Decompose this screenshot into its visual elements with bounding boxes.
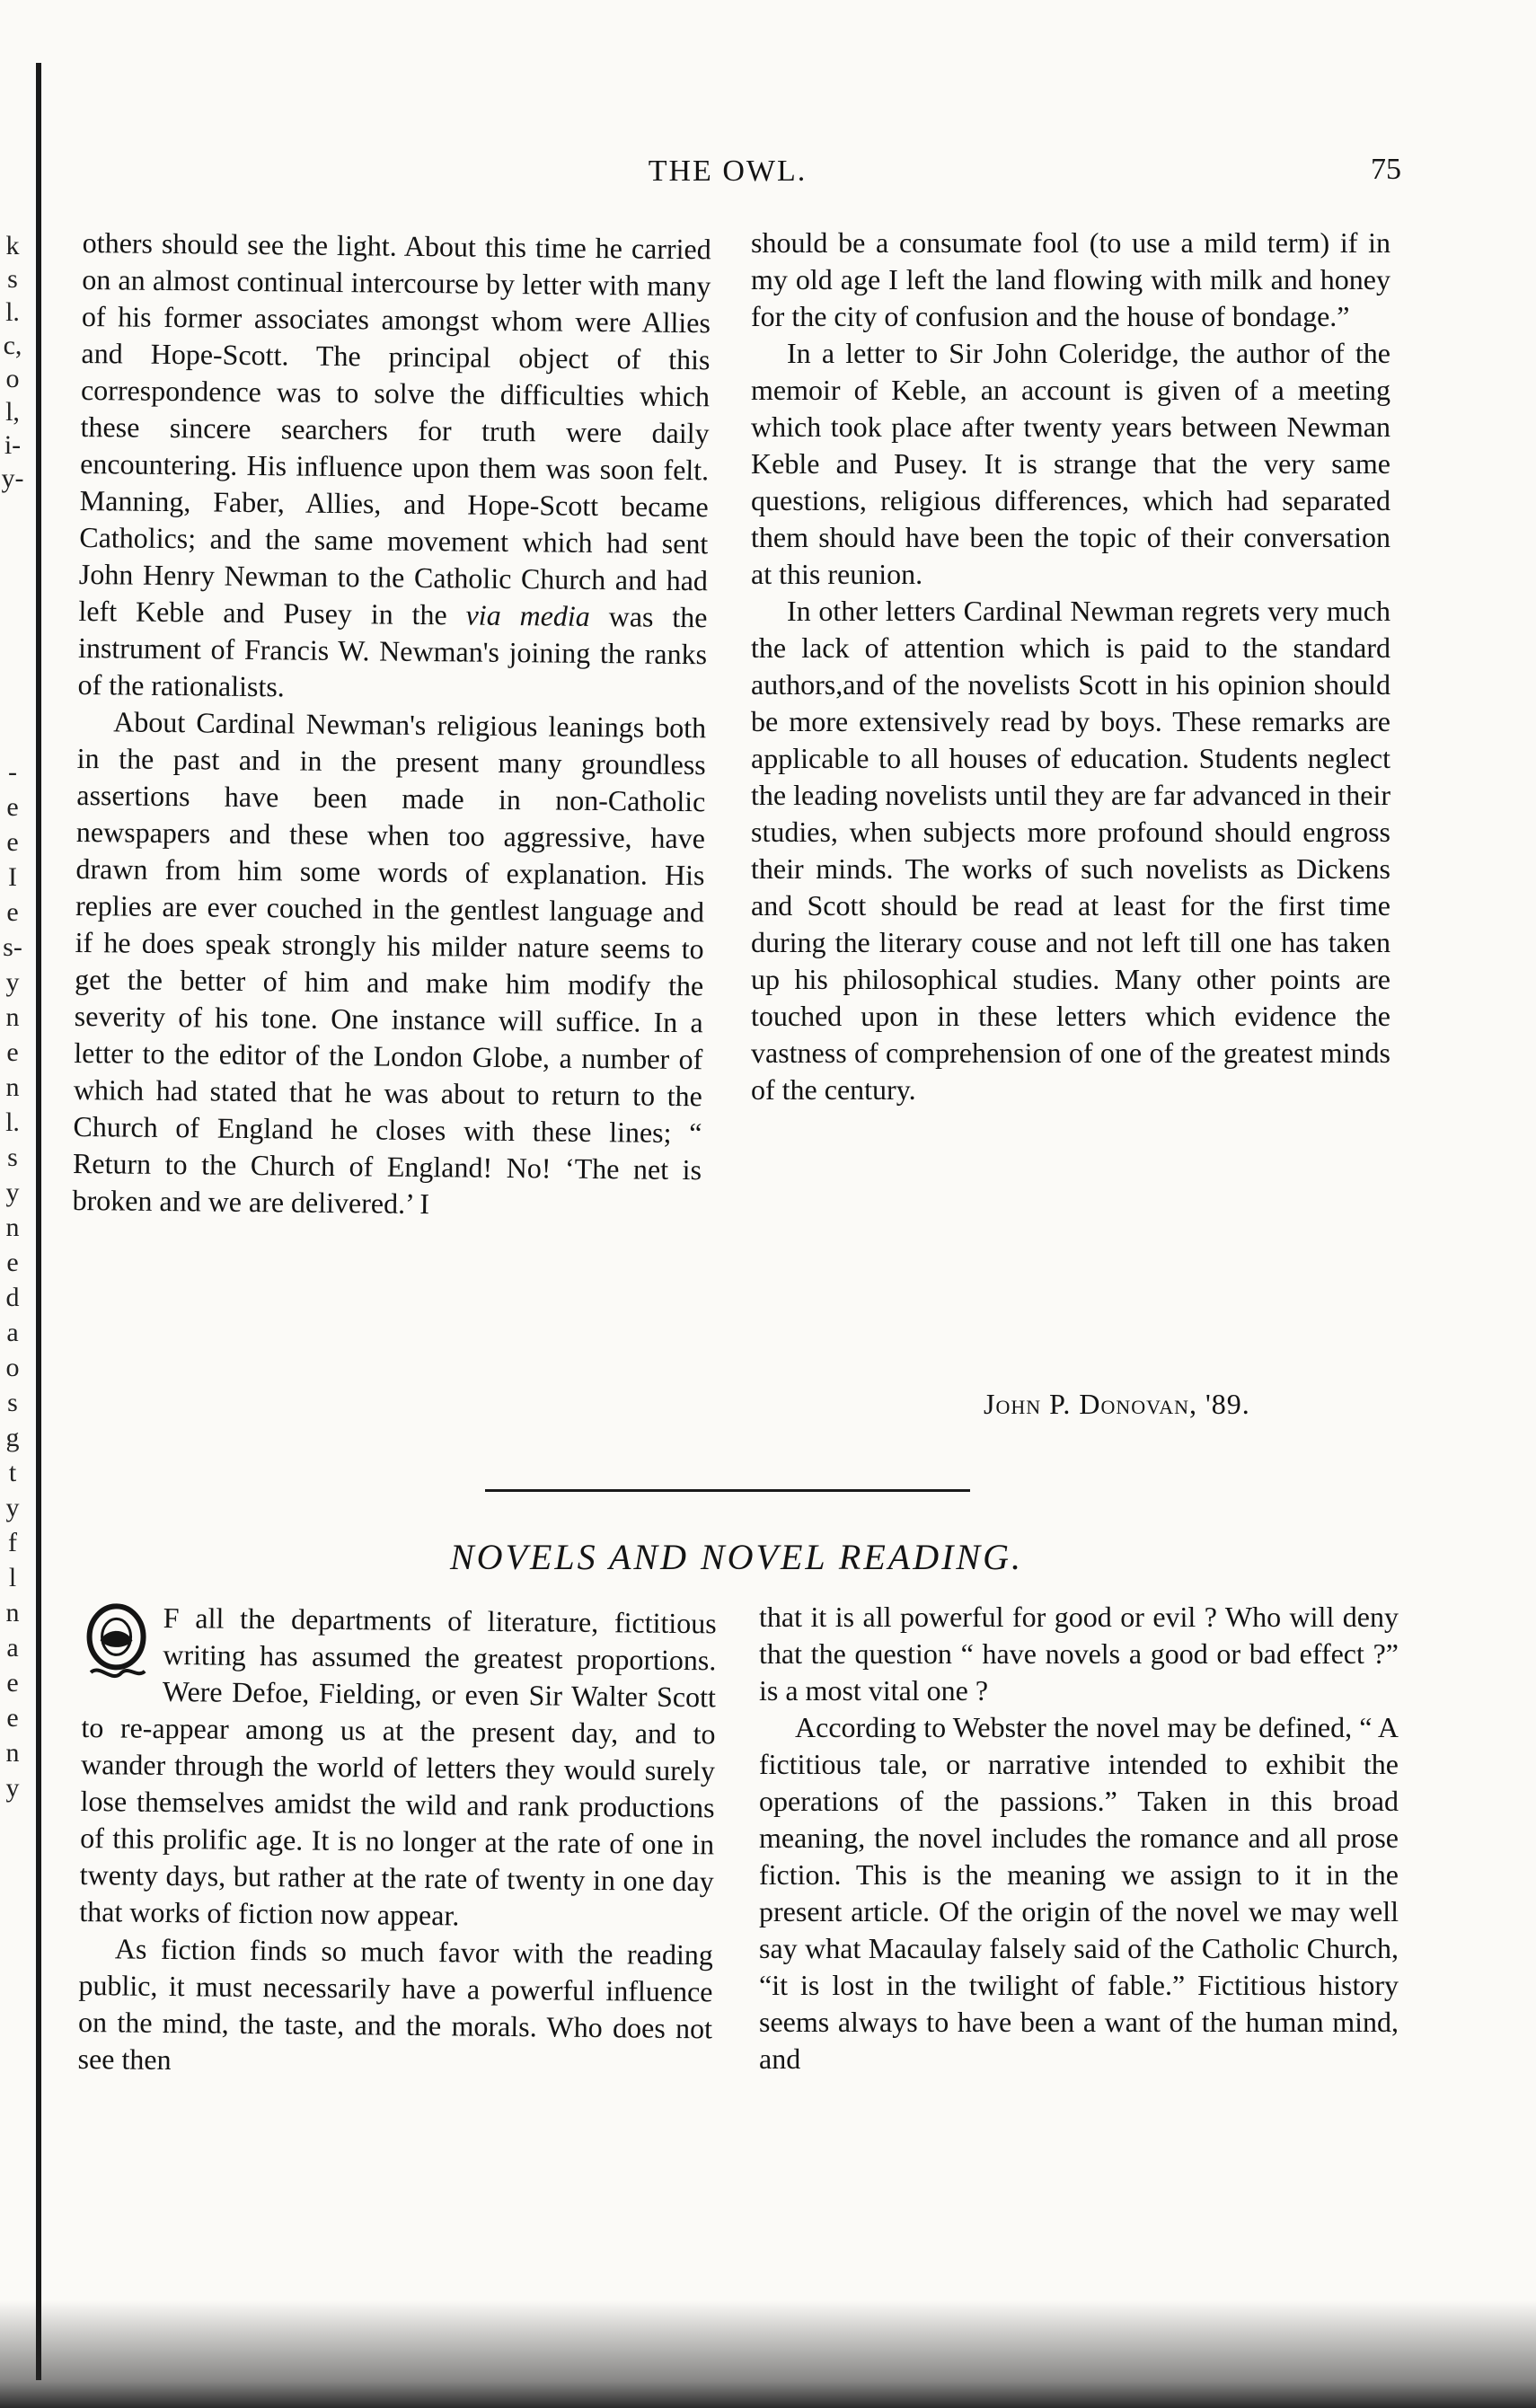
margin-fragment: e (6, 897, 19, 927)
margin-fragment: n (5, 1213, 20, 1242)
margin-fragment: n (5, 1598, 20, 1627)
paragraph (77, 225, 711, 710)
margin-fragment: e (6, 827, 19, 857)
margin-fragment: s- (3, 932, 22, 962)
author-signature: John P. Donovan, '89. (984, 1388, 1250, 1420)
margin-fragment: s (7, 264, 18, 294)
italic-phrase: via media (465, 598, 590, 632)
paragraph (79, 1599, 717, 1936)
margin-fragment: e (6, 1037, 19, 1067)
margin-fragment: i- (4, 430, 22, 460)
margin-fragment: o (5, 364, 20, 393)
margin-fragment: y (5, 1773, 20, 1803)
article1-column-left (72, 225, 711, 1225)
margin-fragment: s (7, 1388, 18, 1417)
article-title: NOVELS AND NOVEL READING. (450, 1537, 1023, 1577)
margin-fragment: c, (3, 331, 22, 360)
margin-fragment: e (6, 1668, 19, 1698)
margin-fragment: t (8, 1458, 17, 1487)
margin-fragment: e (6, 1248, 19, 1277)
margin-fragment: l (8, 1563, 17, 1592)
margin-fragment: e (6, 1703, 19, 1733)
paragraph: In other letters Cardinal Newman regrets very much the lack of attention which is paid to the standard authors,and of the novelists Scott in his opinion should be more extensively read by boys. These remarks are applicable to all houses of education. Students neglect the leading novelists until they are far advanced in their studies, when subjects more profound should engross their minds. The works of such novelists as Dickens and Scott should be read at least for the first time during the literary couse and not left till one has taken up his philosophical studies. Many other points are touched upon in these letters which evidence the vastness of comprehension of one of the greatest minds of the century. (751, 595, 1390, 1106)
section-divider (485, 1489, 970, 1492)
margin-fragments-upper (0, 229, 25, 495)
margin-fragment: e (6, 792, 19, 822)
margin-fragment: a (6, 1633, 19, 1663)
margin-fragment: y (5, 1178, 20, 1207)
article2-column-right (759, 1599, 1399, 2077)
margin-fragment: I (8, 862, 17, 892)
margin-fragment: y (5, 967, 20, 997)
paragraph: should be a consumate fool (to use a mild term) if in my old age I left the land flowing with milk and honey for the city of confusion and the house of bondage.” (751, 226, 1390, 332)
paragraph: In a letter to Sir John Coleridge, the author of the memoir of Keble, an account is given of a meeting which took place after twenty years between Newman Keble and Pusey. It is strange that the very same questions, religious differences, which had separated them should have been the topic of their conversation at this reunion. (751, 337, 1390, 590)
paragraph: About Cardinal Newman's religious leanings both in the past and in the present many groundless assertions have been made in non-Catholic newspapers and these when too aggressive, have drawn from him some words of explanation. His replies are ever couched in the gentlest language and if he does speak strongly his milder nature seems to get the better of him and make him modify the severity of his tone. One instance will suffice. In a letter to the editor of the London Globe, a number of which had stated that he was about to return to the Church of England he closes with these lines; “ Return to the Church of England! No! ‘The net is broken and we are delivered.’ I (72, 705, 707, 1221)
margin-fragment: n (5, 1738, 20, 1768)
margin-fragment: y- (1, 463, 24, 493)
margin-fragment: o (5, 1353, 20, 1382)
margin-fragment: f (8, 1528, 17, 1557)
paragraph: According to Webster the novel may be defined, “ A fictitious tale, or narrative intended to exhibit the operations of the passions.” Taken in this broad meaning, the novel includes the romance and all prose fiction. This is the meaning we assign to it in the present article. Of the origin of the novel we may well say what Macaulay falsely said of the Catholic Church, “it is lost in the twilight of fable.” Fictitious history seems always to have been a want of the human mind, and (759, 1711, 1399, 2075)
paragraph-text: F all the departments of literature, fictitious writing has assumed the greatest proportions. Were Defoe, Fielding, or even Sir Walter Scott to re-appear among us at the present day, and to wander through the world of letters they would surely lose themselves amidst the wild and rank productions of this prolific age. It is no longer at the rate of one in twenty days, but rather at the rate of twenty in one day that works of fiction now appear. (79, 1601, 717, 1932)
margin-fragment: s (7, 1142, 18, 1172)
article1-column-right (751, 225, 1390, 1108)
paragraph-text: was the instrument of Francis W. Newman's joining the ranks of the rationalists. (77, 600, 708, 703)
margin-fragment: - (8, 757, 17, 787)
margin-fragment: n (5, 1002, 20, 1032)
article2-column-left (77, 1599, 717, 2084)
margin-fragment: l, (5, 397, 20, 427)
margin-fragment: k (5, 231, 20, 260)
running-title: THE OWL. (648, 154, 808, 188)
paragraph-text: others should see the light. About this time he carried on an almost continual intercourse by letter with many of his former associates amongst whom were Allies and Hope-Scott. The principal object of this correspondence was to solve the difficulties which these sincere searchers for truth were daily encountering. His influence upon them was soon felt. Manning, Faber, Allies, and Hope-Scott became Catholics; and the same movement which had sent John Henry Newman to the Catholic Church and had left Keble and Pusey in the (78, 225, 711, 631)
page-number: 75 (1371, 153, 1401, 186)
margin-fragments-lower (0, 754, 25, 1805)
paragraph: that it is all powerful for good or evil ? Who will deny that the question “ have novels a good or bad effect ?” is a most vital one ? (759, 1601, 1399, 1707)
ornamental-dropcap-icon (82, 1601, 153, 1684)
margin-fragment: n (5, 1072, 20, 1102)
margin-fragment: y (5, 1493, 20, 1522)
margin-fragment: g (5, 1423, 20, 1452)
binding-edge (36, 63, 41, 2380)
margin-fragment: l. (5, 1107, 20, 1137)
margin-fragment: d (5, 1283, 20, 1312)
margin-fragment: l. (5, 297, 20, 327)
paragraph: As fiction finds so much favor with the reading public, it must necessarily have a powerful influence on the mind, the taste, and the morals. Who does not see then (77, 1932, 714, 2077)
page-edge-shadow (0, 2300, 1536, 2408)
margin-fragment: a (6, 1318, 19, 1347)
